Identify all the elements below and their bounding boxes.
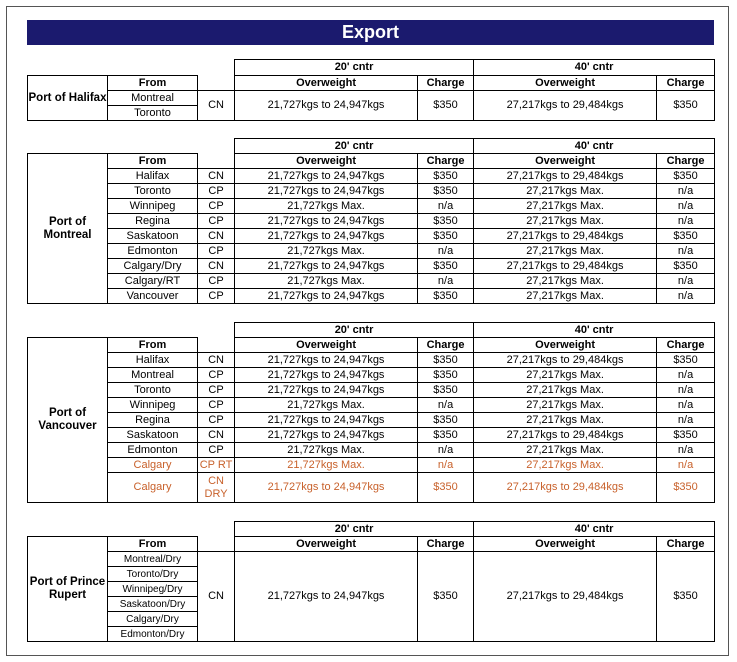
from-cell: Edmonton — [108, 244, 198, 259]
charge-20-cell: $350 — [418, 428, 474, 443]
from-header: From — [108, 338, 198, 353]
table-row — [28, 184, 715, 199]
carrier-cell: CN — [198, 169, 235, 184]
charge-header: Charge — [418, 154, 474, 169]
halifax-table — [27, 59, 715, 121]
overweight-20-cell: 21,727kgs to 24,947kgs — [235, 353, 418, 368]
cntr20-header: 20' cntr — [235, 139, 474, 154]
carrier-cell: CP — [198, 383, 235, 398]
from-cell: Toronto/Dry — [108, 567, 198, 582]
overweight-20-cell: 21,727kgs Max. — [235, 458, 418, 473]
charge-40-cell: $350 — [657, 552, 715, 642]
carrier-cell: CN — [198, 428, 235, 443]
from-cell: Winnipeg — [108, 199, 198, 214]
charge-20-cell: $350 — [418, 289, 474, 304]
overweight-20-cell: 21,727kgs Max. — [235, 274, 418, 289]
charge-40-cell: n/a — [657, 368, 715, 383]
overweight-20-cell: 21,727kgs Max. — [235, 443, 418, 458]
overweight-header: Overweight — [474, 76, 657, 91]
charge-40-cell: $350 — [657, 428, 715, 443]
montreal-table — [27, 138, 715, 304]
overweight-20-cell: 21,727kgs to 24,947kgs — [235, 214, 418, 229]
charge-20-cell: n/a — [418, 398, 474, 413]
overweight-20-cell: 21,727kgs to 24,947kgs — [235, 259, 418, 274]
from-cell: Montreal — [108, 91, 198, 106]
carrier-cell: CP — [198, 244, 235, 259]
from-cell: Halifax — [108, 353, 198, 368]
from-cell: Calgary/RT — [108, 274, 198, 289]
overweight-header: Overweight — [474, 154, 657, 169]
overweight-40-cell: 27,217kgs Max. — [474, 413, 657, 428]
charge-40-cell: $350 — [657, 353, 715, 368]
cntr40-header: 40' cntr — [474, 522, 715, 537]
from-cell: Regina — [108, 413, 198, 428]
overweight-20-cell: 21,727kgs to 24,947kgs — [235, 368, 418, 383]
charge-20-cell: $350 — [418, 413, 474, 428]
carrier-cell: CP — [198, 289, 235, 304]
charge-40-cell: $350 — [657, 259, 715, 274]
overweight-20-cell: 21,727kgs to 24,947kgs — [235, 91, 418, 121]
from-cell: Saskatoon — [108, 229, 198, 244]
table-row — [28, 214, 715, 229]
charge-20-cell: $350 — [418, 214, 474, 229]
charge-header: Charge — [418, 338, 474, 353]
charge-40-cell: n/a — [657, 244, 715, 259]
charge-40-cell: n/a — [657, 214, 715, 229]
overweight-header: Overweight — [474, 338, 657, 353]
charge-20-cell: $350 — [418, 383, 474, 398]
overweight-40-cell: 27,217kgs Max. — [474, 199, 657, 214]
from-cell: Toronto — [108, 106, 198, 121]
charge-40-cell: $350 — [657, 91, 715, 121]
charge-20-cell: $350 — [418, 229, 474, 244]
overweight-40-cell: 27,217kgs Max. — [474, 383, 657, 398]
charge-40-cell: n/a — [657, 413, 715, 428]
overweight-40-cell: 27,217kgs to 29,484kgs — [474, 428, 657, 443]
cntr20-header: 20' cntr — [235, 323, 474, 338]
overweight-40-cell: 27,217kgs to 29,484kgs — [474, 259, 657, 274]
port-name: Port of Prince Rupert — [28, 537, 108, 642]
table-row — [28, 274, 715, 289]
overweight-40-cell: 27,217kgs Max. — [474, 368, 657, 383]
charge-40-cell: $350 — [657, 473, 715, 503]
from-header: From — [108, 154, 198, 169]
carrier-cell: CN — [198, 552, 235, 642]
table-row — [28, 169, 715, 184]
overweight-40-cell: 27,217kgs Max. — [474, 184, 657, 199]
rupert-table — [27, 521, 715, 642]
overweight-20-cell: 21,727kgs to 24,947kgs — [235, 552, 418, 642]
charge-20-cell: $350 — [418, 169, 474, 184]
from-cell: Edmonton/Dry — [108, 627, 198, 642]
overweight-20-cell: 21,727kgs to 24,947kgs — [235, 229, 418, 244]
overweight-20-cell: 21,727kgs Max. — [235, 398, 418, 413]
page-title: Export — [27, 20, 714, 45]
carrier-cell: CP RT — [198, 458, 235, 473]
charge-20-cell: $350 — [418, 259, 474, 274]
overweight-20-cell: 21,727kgs to 24,947kgs — [235, 184, 418, 199]
charge-40-cell: n/a — [657, 274, 715, 289]
table-row — [28, 443, 715, 458]
charge-20-cell: $350 — [418, 473, 474, 503]
carrier-cell: CN DRY — [198, 473, 235, 503]
overweight-40-cell: 27,217kgs Max. — [474, 398, 657, 413]
overweight-20-cell: 21,727kgs to 24,947kgs — [235, 383, 418, 398]
table-row-highlighted — [28, 473, 715, 503]
carrier-cell: CP — [198, 368, 235, 383]
charge-header: Charge — [418, 76, 474, 91]
from-cell: Toronto — [108, 184, 198, 199]
charge-40-cell: n/a — [657, 398, 715, 413]
charge-header: Charge — [657, 537, 715, 552]
from-cell: Calgary/Dry — [108, 612, 198, 627]
overweight-40-cell: 27,217kgs Max. — [474, 443, 657, 458]
from-cell: Regina — [108, 214, 198, 229]
charge-20-cell: $350 — [418, 353, 474, 368]
charge-20-cell: n/a — [418, 199, 474, 214]
charge-20-cell: n/a — [418, 244, 474, 259]
from-cell: Edmonton — [108, 443, 198, 458]
overweight-header: Overweight — [235, 76, 418, 91]
cntr40-header: 40' cntr — [474, 60, 715, 76]
table-row — [28, 398, 715, 413]
from-header: From — [108, 537, 198, 552]
overweight-header: Overweight — [235, 338, 418, 353]
table-row — [28, 289, 715, 304]
port-name: Port of Halifax — [28, 76, 108, 121]
charge-header: Charge — [657, 76, 715, 91]
overweight-header: Overweight — [235, 537, 418, 552]
cntr20-header: 20' cntr — [235, 60, 474, 76]
charge-20-cell: n/a — [418, 458, 474, 473]
charge-20-cell: $350 — [418, 91, 474, 121]
from-cell: Calgary/Dry — [108, 259, 198, 274]
cntr40-header: 40' cntr — [474, 323, 715, 338]
overweight-40-cell: 27,217kgs to 29,484kgs — [474, 552, 657, 642]
charge-40-cell: n/a — [657, 443, 715, 458]
overweight-20-cell: 21,727kgs to 24,947kgs — [235, 413, 418, 428]
overweight-20-cell: 21,727kgs to 24,947kgs — [235, 428, 418, 443]
carrier-cell: CN — [198, 353, 235, 368]
cntr20-header: 20' cntr — [235, 522, 474, 537]
overweight-20-cell: 21,727kgs Max. — [235, 199, 418, 214]
cntr40-header: 40' cntr — [474, 139, 715, 154]
charge-20-cell: $350 — [418, 552, 474, 642]
overweight-40-cell: 27,217kgs to 29,484kgs — [474, 229, 657, 244]
from-header: From — [108, 76, 198, 91]
from-cell: Calgary — [108, 473, 198, 503]
carrier-cell: CN — [198, 91, 235, 121]
overweight-40-cell: 27,217kgs Max. — [474, 458, 657, 473]
vancouver-table — [27, 322, 715, 503]
charge-header: Charge — [657, 338, 715, 353]
carrier-cell: CN — [198, 229, 235, 244]
table-row — [28, 244, 715, 259]
charge-header: Charge — [418, 537, 474, 552]
overweight-40-cell: 27,217kgs Max. — [474, 244, 657, 259]
table-row-highlighted — [28, 458, 715, 473]
charge-40-cell: n/a — [657, 199, 715, 214]
from-cell: Vancouver — [108, 289, 198, 304]
charge-20-cell: n/a — [418, 274, 474, 289]
overweight-40-cell: 27,217kgs Max. — [474, 214, 657, 229]
carrier-cell: CP — [198, 413, 235, 428]
charge-40-cell: $350 — [657, 229, 715, 244]
charge-40-cell: n/a — [657, 184, 715, 199]
table-row — [28, 199, 715, 214]
overweight-header: Overweight — [235, 154, 418, 169]
table-row — [28, 353, 715, 368]
overweight-20-cell: 21,727kgs Max. — [235, 244, 418, 259]
overweight-header: Overweight — [474, 537, 657, 552]
charge-20-cell: $350 — [418, 184, 474, 199]
charge-40-cell: $350 — [657, 169, 715, 184]
from-cell: Saskatoon — [108, 428, 198, 443]
from-cell: Halifax — [108, 169, 198, 184]
table-row — [28, 368, 715, 383]
overweight-20-cell: 21,727kgs to 24,947kgs — [235, 473, 418, 503]
table-row — [28, 229, 715, 244]
from-cell: Saskatoon/Dry — [108, 597, 198, 612]
charge-header: Charge — [657, 154, 715, 169]
overweight-40-cell: 27,217kgs to 29,484kgs — [474, 353, 657, 368]
carrier-cell: CN — [198, 259, 235, 274]
carrier-cell: CP — [198, 274, 235, 289]
from-cell: Montreal — [108, 368, 198, 383]
from-cell: Winnipeg — [108, 398, 198, 413]
overweight-20-cell: 21,727kgs to 24,947kgs — [235, 169, 418, 184]
overweight-40-cell: 27,217kgs Max. — [474, 274, 657, 289]
overweight-40-cell: 27,217kgs to 29,484kgs — [474, 169, 657, 184]
carrier-cell: CP — [198, 199, 235, 214]
from-cell: Winnipeg/Dry — [108, 582, 198, 597]
table-row — [28, 259, 715, 274]
port-name: Port of Montreal — [28, 154, 108, 304]
overweight-40-cell: 27,217kgs Max. — [474, 289, 657, 304]
overweight-40-cell: 27,217kgs to 29,484kgs — [474, 473, 657, 503]
charge-40-cell: n/a — [657, 383, 715, 398]
overweight-20-cell: 21,727kgs to 24,947kgs — [235, 289, 418, 304]
charge-40-cell: n/a — [657, 458, 715, 473]
table-row — [28, 383, 715, 398]
carrier-cell: CP — [198, 214, 235, 229]
charge-20-cell: $350 — [418, 368, 474, 383]
carrier-cell: CP — [198, 184, 235, 199]
charge-40-cell: n/a — [657, 289, 715, 304]
overweight-40-cell: 27,217kgs to 29,484kgs — [474, 91, 657, 121]
port-name: Port of Vancouver — [28, 338, 108, 503]
table-row — [28, 413, 715, 428]
from-cell: Calgary — [108, 458, 198, 473]
carrier-cell: CP — [198, 398, 235, 413]
table-row — [28, 428, 715, 443]
from-cell: Montreal/Dry — [108, 552, 198, 567]
charge-20-cell: n/a — [418, 443, 474, 458]
from-cell: Toronto — [108, 383, 198, 398]
carrier-cell: CP — [198, 443, 235, 458]
